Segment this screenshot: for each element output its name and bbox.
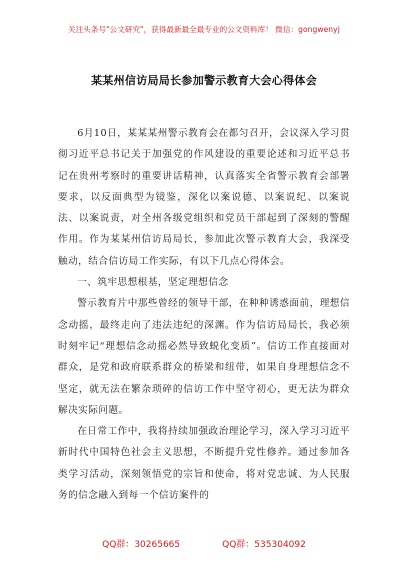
document-body	[58, 123, 350, 506]
promo-header-note: 关注头条号"公文研究"，获得最新最全最专业的公文资料库！ 微信：gongwenyj	[68, 25, 340, 34]
qq-group-1: QQ群：30265665	[102, 540, 181, 550]
qq-group-2: QQ群：535304092	[222, 540, 306, 550]
section-heading: 一、筑牢思想根基，坚定理想信念	[77, 277, 229, 289]
body-paragraph: 在日常工作中，我将持续加强政治理论学习，深入学习习近平新时代中国特色社会主义思想，不断提升党性修养。通过参加各类学习活动，深刻领悟党的宗旨和使命，将对党忠诚、为人民服务的信念融入到每一个信访案件的	[58, 426, 350, 502]
body-paragraph: 警示教育片中那些曾经的领导干部，在种种诱惑面前，理想信念动摇，最终走向了违法违纪的深渊。作为信访局局长，我必须时刻牢记“理想信念动摇必然导致蜕化变质”。信访工作直接面对群众，是党和政府联系群众的桥梁和纽带，如果自身理想信念不坚定，就无法在繁杂琐碎的信访工作中坚守初心，更无法为群众解决实际问题。	[58, 298, 350, 416]
qq-group-footer	[0, 537, 408, 550]
document-title: 某某州信访局局长参加警示教育大会心得体会	[91, 74, 317, 87]
body-paragraph: 6月10日，某某某州警示教育会在都匀召开，会议深入学习贯彻习近平总书记关于加强党的作风建设的重要论述和习近平总书记在贵州考察时的重要讲话精神，认真落实全省警示教育会部署要求，以反面典型为镜鉴，深化以案说德、以案说纪、以案说法、以案说责，对全州各级党组织和党员干部起到了深刻的警醒作用。作为某某州信访局局长，参加此次警示教育大会，我深受触动，结合信访局工作实际，有以下几点心得体会。	[58, 128, 350, 267]
